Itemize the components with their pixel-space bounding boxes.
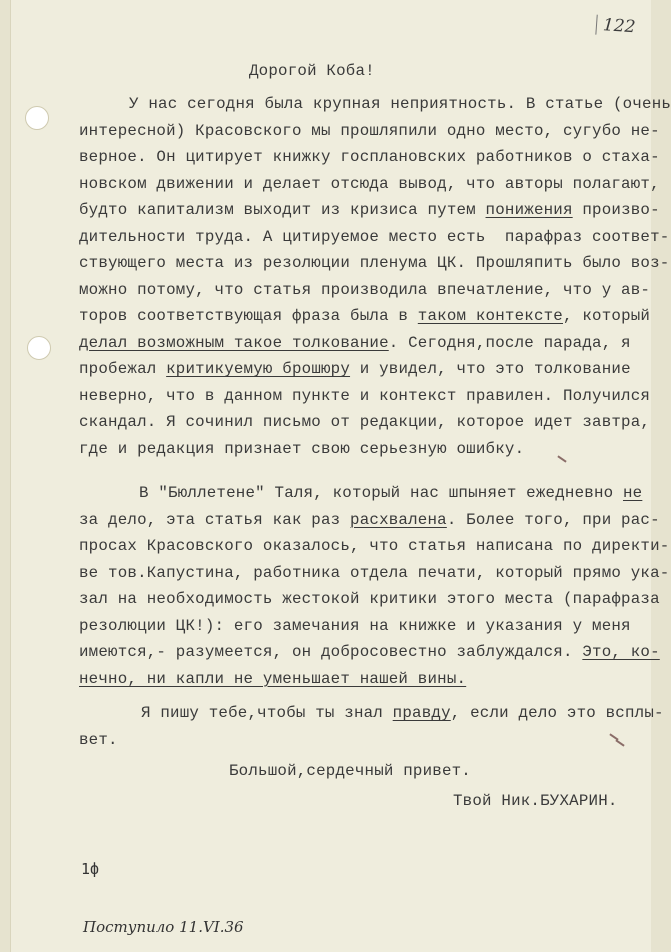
underlined-phrase: понижения [485, 201, 573, 219]
closing: Большой,сердечный привет. [229, 762, 471, 780]
letter-line [79, 148, 660, 166]
letter-line [79, 537, 669, 555]
letter-line [79, 387, 650, 405]
pencil-mark [615, 739, 624, 746]
line-text: новском движении и делает отсюда вывод, что авторы полагают, [79, 174, 660, 193]
letter-line [79, 511, 660, 529]
line-text: , если дело это всплы- [450, 704, 664, 722]
letter-line [79, 670, 466, 688]
line-text: резолюции ЦК!): его замечания на книжке и указания у меня [79, 616, 631, 635]
letter-line [79, 334, 631, 352]
letter-line [79, 564, 669, 582]
line-text: просах Красовского оказалось, что статья написана по директи- [79, 537, 670, 555]
line-text: ве тов.Капустина, работника отдела печати, который прямо ука- [79, 563, 670, 582]
pencil-mark [557, 455, 566, 462]
underlined-phrase: расхвалена [350, 510, 447, 529]
letter-line [79, 201, 660, 219]
line-text: В "Бюллетене" Таля, который нас шпыняет ежедневно [139, 484, 623, 502]
letter-line [79, 413, 650, 431]
underlined-phrase: не [622, 484, 643, 502]
line-text: торов соответствующая фраза была в [79, 307, 418, 325]
letter-line [79, 440, 524, 458]
line-text: вет. [79, 730, 118, 749]
underlined-phrase: правду [392, 704, 451, 722]
punch-hole-bottom [27, 336, 51, 360]
line-text: интересной) Красовского мы прошляпили одно место, сугубо не- [79, 121, 660, 140]
line-text: пробежал [79, 360, 167, 378]
page-number: 122 [595, 15, 636, 38]
line-text: можно потому, что статья производила впечатление, что у ав- [79, 280, 651, 299]
line-text: и увидел, что это толкование [350, 360, 631, 378]
underlined-phrase: делал возможным такое толкование [79, 333, 389, 352]
line-text: скандал. Я сочинил письмо от редакции, которое идет завтра, [79, 413, 651, 431]
letter-line [79, 643, 660, 661]
line-text: произво- [572, 201, 660, 219]
received-note: Поступило 11.VI.36 [83, 918, 244, 936]
line-text: где и редакция признает свою серьезную ошибку. [79, 439, 525, 458]
line-text: зал на необходимость жестокой критики этого места (парафраза [79, 590, 660, 608]
letter-page [10, 0, 671, 952]
line-text: . Сегодня,после парада, я [388, 333, 631, 352]
punch-hole-top [25, 106, 49, 130]
letter-line [79, 175, 660, 193]
underlined-phrase: нечно, ни капли не уменьшает нашей вины. [79, 669, 467, 688]
underlined-phrase: Это, ко- [582, 643, 660, 661]
letter-line [79, 360, 631, 378]
line-text: , который [563, 307, 651, 325]
letter-line [79, 122, 660, 140]
letter-line [79, 617, 631, 635]
underlined-phrase: таком контексте [417, 307, 563, 325]
letter-line [129, 95, 671, 113]
letter-line [79, 307, 650, 325]
letter-line [79, 731, 118, 749]
letter-line [79, 590, 660, 608]
line-text: дительности труда. А цитируемое место есть парафраз соответ- [79, 227, 670, 246]
letter-line [79, 228, 669, 246]
line-text: У нас сегодня была крупная неприятность. В статье (очень [129, 95, 671, 113]
letter-line [79, 281, 650, 299]
sign-off: Твой Ник.БУХАРИН. [453, 792, 618, 810]
underlined-phrase: критикуемую брошюру [166, 360, 351, 378]
line-text: будто капитализм выходит из кризиса путем [79, 201, 486, 219]
line-text: . Более того, при рас- [446, 510, 660, 529]
line-text: верное. Он цитирует книжку госплановских работников о стаха- [79, 148, 660, 166]
line-text: имеются,- разумеется, он добросовестно заблуждался. [79, 643, 583, 661]
line-text: за дело, эта статья как раз [79, 510, 351, 529]
footer-mark: 1ф [81, 860, 100, 878]
letter-line [79, 254, 669, 272]
line-text: ствующего места из резолюции пленума ЦК. Прошляпить было воз- [79, 254, 670, 272]
letter-line [141, 704, 664, 722]
line-text: неверно, что в данном пункте и контекст правилен. Получился [79, 386, 651, 405]
greeting: Дорогой Коба! [249, 62, 375, 80]
line-text: Я пишу тебе,чтобы ты знал [141, 704, 393, 722]
letter-line [139, 484, 642, 502]
